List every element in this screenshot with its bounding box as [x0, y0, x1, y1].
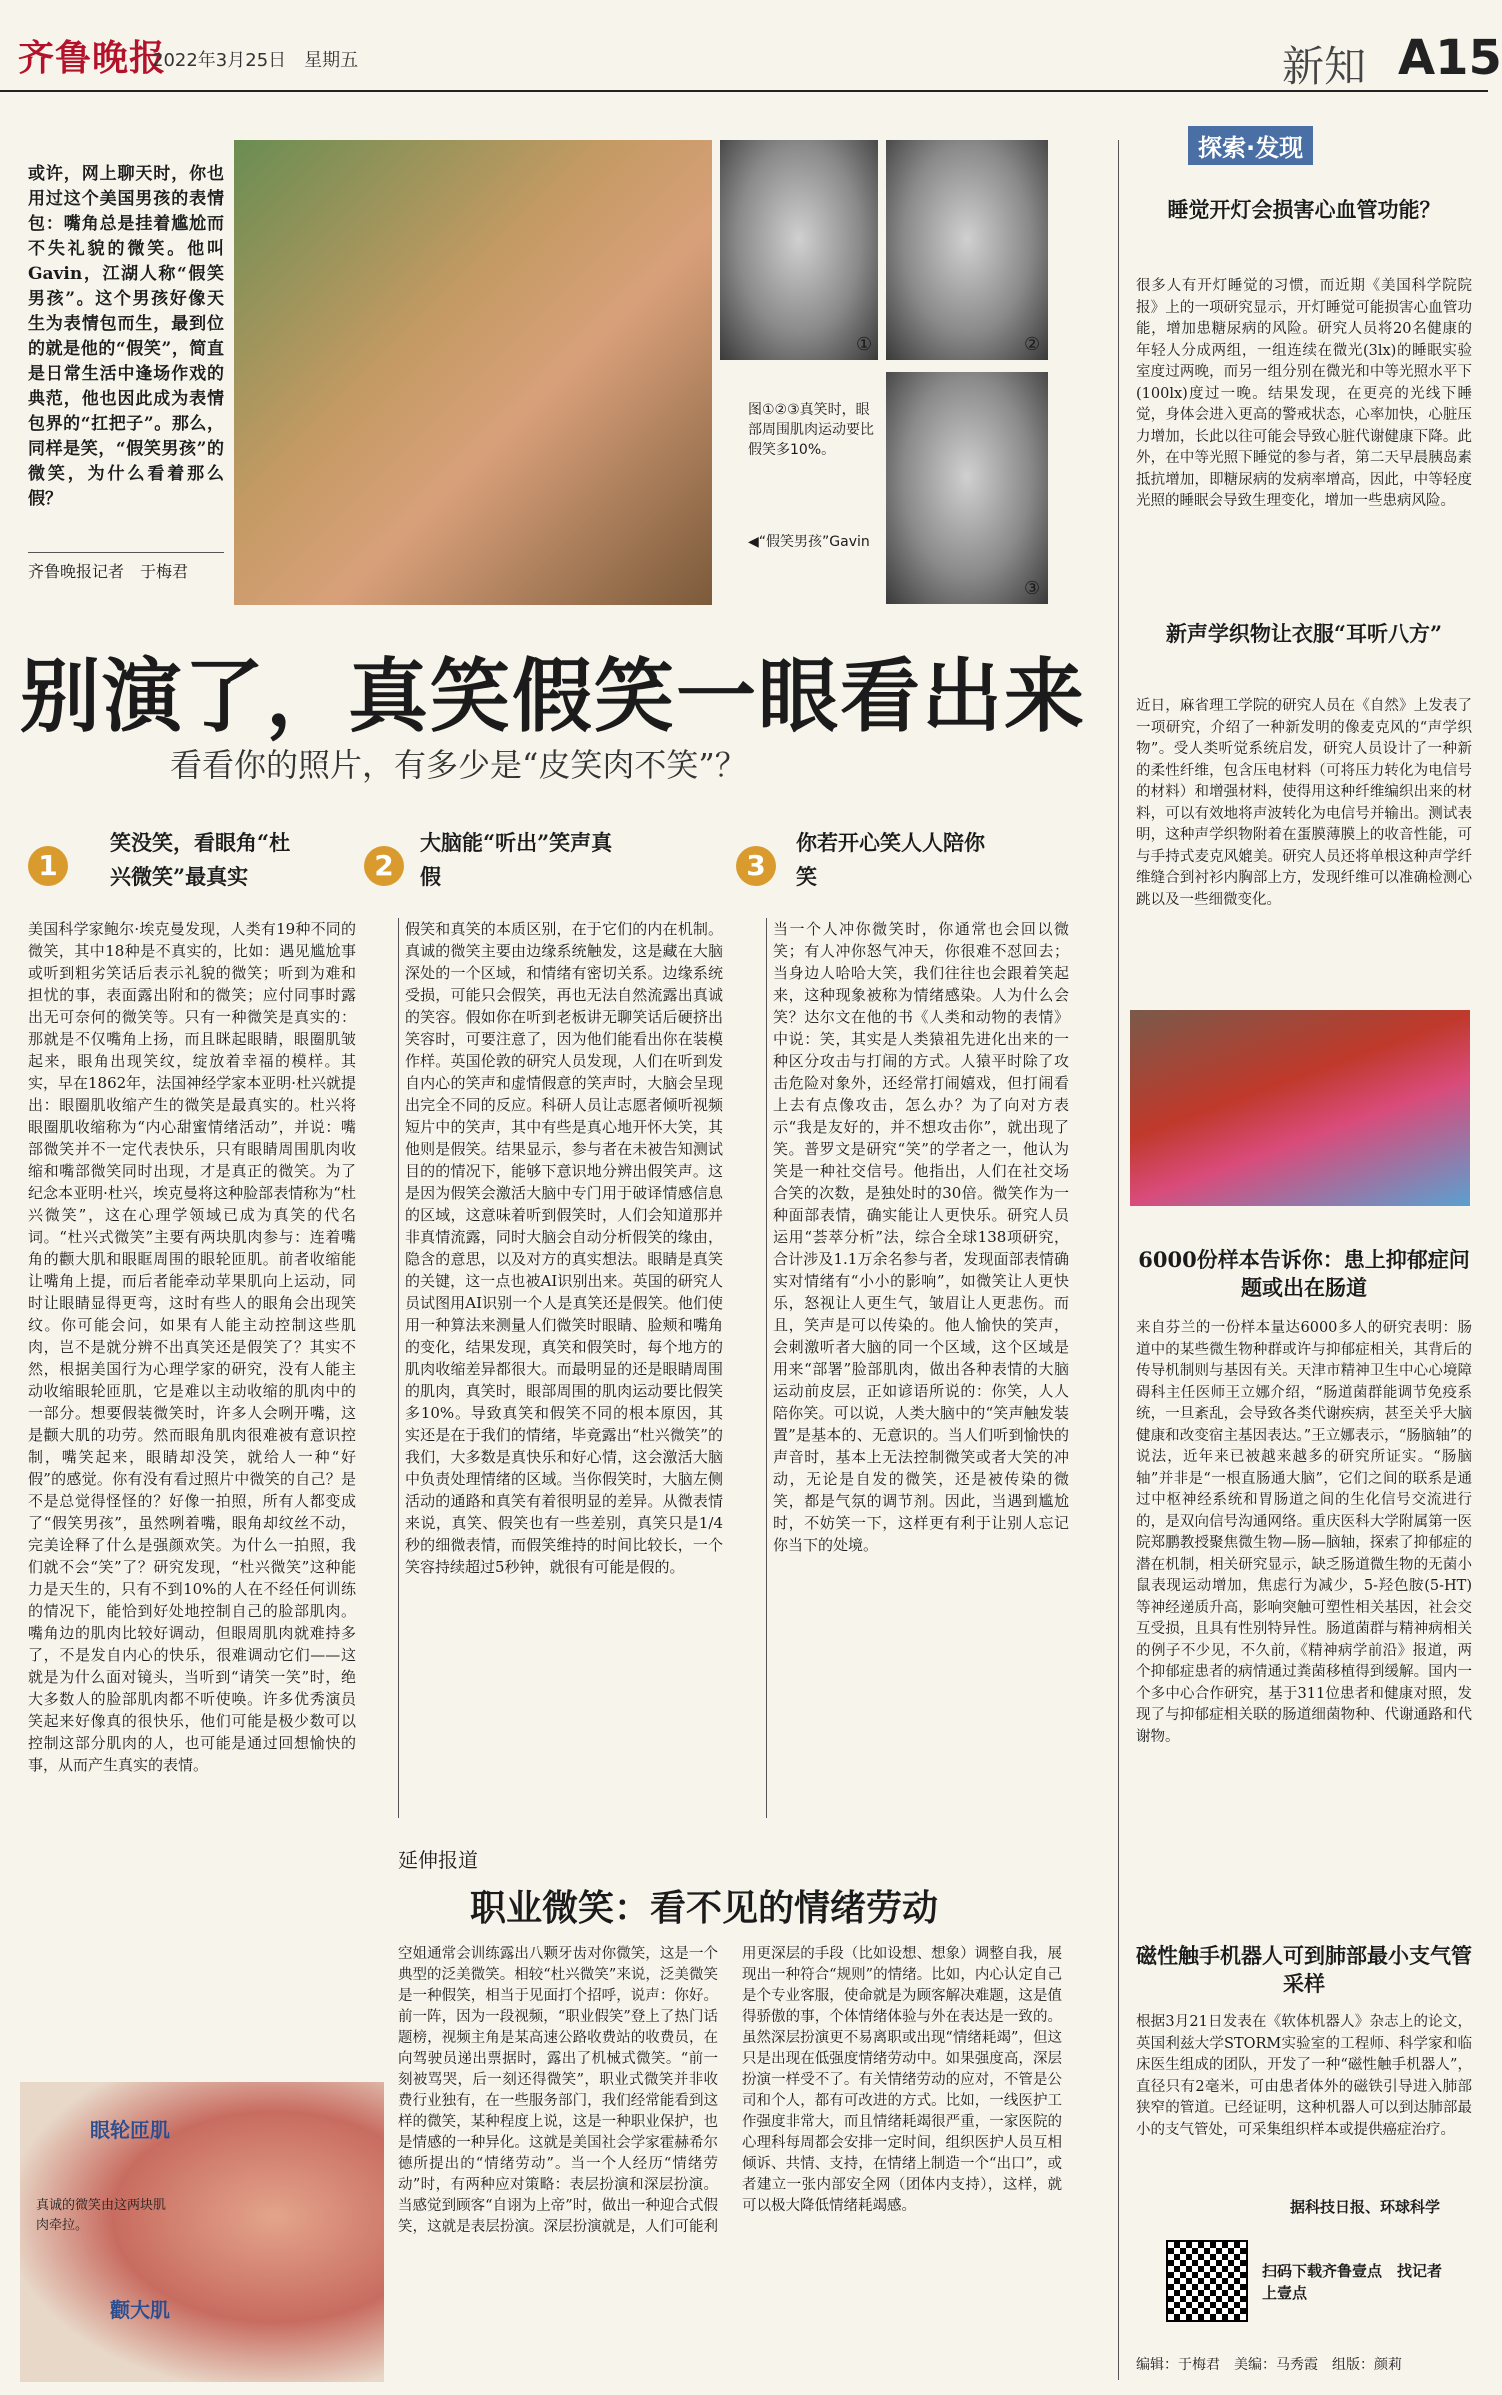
- face-photo-1: [720, 140, 878, 360]
- label-orbicularis: 眼轮匝肌: [90, 2118, 170, 2142]
- sidebar-body-3: 来自芬兰的一份样本量达6000多人的研究表明：肠道中的某些微生物种群或许与抑郁症相关，其背后的传导机制则与基因有关。天津市精神卫生中心心境障碍科主任医师王立娜介绍，“肠道菌群能调节免疫系统，一旦紊乱，会导致各类代谢疾病，甚至关乎大脑健康和改变宿主基因表达。”王立娜表示，“肠脑轴”的说法，近年来已被越来越多的研究所证实。“肠脑轴”并非是“一根直肠通大脑”，它们之间的联系是通过中枢神经系统和胃肠道之间的生化信号交流进行的，是双向信号沟通网络。重庆医科大学附属第一医院郑鹏教授聚焦微生物—肠—脑轴，探索了抑郁症的潜在机制，相关研究显示，缺乏肠道微生物的无菌小鼠表现运动增加，焦虑行为减少，5-羟色胺(5-HT)等神经递质升高，影响突触可塑性相关基因，社会交互受损，且具有性别特异性。肠道菌群与精神病相关的例子不少见，不久前，《精神病学前沿》报道，两个抑郁症患者的病情通过粪菌移植得到缓解。国内一个多中心合作研究，基于311位患者和健康对照，发现了与抑郁症相关联的肠道细菌物种、代谢通路和代谢物。: [1136, 1320, 1472, 1745]
- face-number-2: ②: [1024, 334, 1041, 355]
- diagram-caption: 真诚的微笑由这两块肌肉牵拉。: [36, 2198, 167, 2233]
- section-body-1: 美国科学家鲍尔·埃克曼发现，人类有19种不同的微笑，其中18种是不真实的，比如：遇见尴尬事或听到粗劣笑话后表示礼貌的微笑；听到为难和担忧的事，表面露出附和的微笑；应付同事时露出无可奈何的微笑等。只有一种微笑是真实的：那就是不仅嘴角上扬，而且眯起眼睛，眼圈肌皱起来，眼角出现笑纹，绽放着幸福的模样。其实，早在1862年，法国神经学家本亚明·杜兴就提出：眼圈肌收缩产生的微笑是最真实的。杜兴将眼圈肌收缩称为“内心甜蜜情绪活动”，并说：嘴部微笑并不一定代表快乐，只有眼睛周围肌肉收缩和嘴部微笑同时出现，才是真正的微笑。为了纪念本亚明·杜兴，埃克曼将这种脸部表情称为“杜兴微笑”，这在心理学领域已成为真笑的代名词。“杜兴式微笑”主要有两块肌肉参与：连着嘴角的颧大肌和眼眶周围的眼轮匝肌。前者收缩能让嘴角上提，而后者能牵动苹果肌向上运动，同时让眼睛显得更弯，这时有些人的眼角会出现笑纹。你可能会问，如果有人能主动控制这些肌肉，岂不是就分辨不出真笑还是假笑了？其实不然，根据美国行为心理学家的研究，没有人能主动收缩眼轮匝肌，它是难以主动收缩的肌肉中的一部分。想要假装微笑时，许多人会咧开嘴，这是颧大肌的功劳。然而眼角肌肉很难被有意识控制，嘴笑起来，眼睛却没笑，就给人一种“好假”的感觉。你有没有看过照片中微笑的自己？是不是总觉得怪怪的？好像一拍照，所有人都变成了“假笑男孩”，虽然咧着嘴，眼角却纹丝不动，完美诠释了什么是强颜欢笑。为什么一拍照，我们就不会“笑”了？研究发现，“杜兴微笑”这种能力是天生的，只有不到10%的人在不经任何训练的情况下，能恰到好处地控制自己的脸部肌肉。嘴角边的肌肉比较好调动，但眼周肌肉就难持多了，不是发自内心的快乐，很难调动它们——这就是为什么面对镜头，当听到“请笑一笑”时，绝大多数人的脸部肌肉都不听使唤。许多优秀演员笑起来好像真的很快乐，他们可能是极少数可以控制这部分肌肉的人，也可能是通过回想愉快的事，从而产生真实的表情。: [28, 920, 356, 1774]
- extension-tag: 延伸报道: [398, 1848, 478, 1872]
- label-zygomaticus: 颧大肌: [110, 2298, 170, 2322]
- qr-code[interactable]: [1166, 2240, 1248, 2322]
- issue-date: 2022年3月25日 星期五: [152, 50, 359, 71]
- face-photo-3: [886, 372, 1048, 604]
- section-number-3: 3: [736, 846, 776, 886]
- sidebar-title-2: 新声学织物让衣服“耳听八方”: [1165, 621, 1443, 646]
- section-name: 新知: [1282, 42, 1367, 91]
- section-body-2: 假笑和真笑的本质区别，在于它们的内在机制。真诚的微笑主要由边缘系统触发，这是藏在大脑深处的一个区域，和情绪有密切关系。边缘系统受损，可能只会假笑，再也无法自然流露出真诚的笑容。假如你在听到老板讲无聊笑话后硬挤出笑容时，可要注意了，因为他们能看出你在装模作样。英国伦敦的研究人员发现，人们在听到发自内心的笑声和虚情假意的笑声时，大脑会呈现出完全不同的反应。科研人员让志愿者倾听视频短片中的笑声，其中有些是真心地开怀大笑，其他则是假笑。结果显示，参与者在未被告知测试目的的情况下，能够下意识地分辨出假笑声。这是因为假笑会激活大脑中专门用于破译情感信息的区域，这意味着听到假笑时，人们会知道那并非真情流露，同时大脑会自动分析假笑的缘由，隐含的意思，以及对方的真实想法。眼睛是真笑的关键，这一点也被AI识别出来。英国的研究人员试图用AI识别一个人是真笑还是假笑。他们使用一种算法来测量人们微笑时眼睛、脸颊和嘴角的变化，结果发现，真笑和假笑时，每个地方的肌肉收缩差异都很大。而最明显的还是眼睛周围的肌肉，真笑时，眼部周围的肌肉运动要比假笑多10%。导致真笑和假笑不同的根本原因，其实还是在于我们的情绪，毕竟露出“杜兴微笑”的我们，大多数是真快乐和好心情，这会激活大脑中负责处理情绪的区域。当你假笑时，大脑左侧活动的通路和真笑有着很明显的差异。从微表情来说，真笑、假笑也有一些差别，真笑只是1/4秒的细微表情，而假笑维持的时间比较长，一个笑容持续超过5秒钟，就很有可能是假的。: [398, 918, 723, 1818]
- page-number: A15: [1398, 30, 1502, 86]
- sidebar-body-1: 很多人有开灯睡觉的习惯，而近期《美国科学院院报》上的一项研究显示，开灯睡觉可能损害心血管功能，增加患糖尿病的风险。研究人员将20名健康的年轻人分成两组，一组连续在微光(3lx)的睡眠实验室度过两晚，而另一组分别在微光和中等光照水平下(100lx)度过一晚。结果发现，在更亮的光线下睡觉，身体会进入更高的警戒状态，心率加快，心脏压力增加，长此以往可能会导致心脏代谢健康下降。此外，在中等光照下睡觉的参与者，第二天早晨胰岛素抵抗增加，即糖尿病的发病率增高，因此，中等轻度光照的睡眠会导致生理变化，增加一些患病风险。: [1136, 278, 1472, 509]
- section-number-2: 2: [364, 846, 404, 886]
- byline: 齐鲁晚报记者 于梅君: [28, 552, 224, 582]
- face-number-1: ①: [856, 334, 873, 355]
- sidebar-tag: 探索·发现: [1188, 126, 1313, 165]
- sidebar-source: 据科技日报、环球科学: [1290, 2198, 1441, 2216]
- extension-body: 空姐通常会训练露出八颗牙齿对你微笑，这是一个典型的泛美微笑。相较“杜兴微笑”来说，泛美微笑是一种假笑，相当于见面打个招呼，说声：你好。前一阵，因为一段视频，“职业假笑”登上了热门话题榜，视频主角是某高速公路收费站的收费员，在向驾驶员递出票据时，露出了机械式微笑。“前一刻被骂哭，后一刻还得微笑”，职业式微笑并非收费行业独有，在一些服务部门，我们经常能看到这样的微笑，某种程度上说，这是一种职业保护，也是情感的一种异化。这就是美国社会学家霍赫希尔德所提出的“情绪劳动”。当一个人经历“情绪劳动”时，有两种应对策略：表层扮演和深层扮演。当感觉到顾客“自诩为上帝”时，做出一种迎合式假笑，这就是表层扮演。深层扮演就是，人们可能利用更深层的手段（比如设想、想象）调整自我，展现出一种符合“规则”的情绪。比如，内心认定自己是个专业客服，使命就是为顾客解决难题，这是值得骄傲的事，个体情绪体验与外在表达是一致的。虽然深层扮演更不易离职或出现“情绪耗竭”，但这只是出现在低强度情绪劳动中。如果强度高，深层扮演一样受不了。有关情绪劳动的应对，不管是公司和个人，都有可改进的方式。比如，一线医护工作强度非常大，而且情绪耗竭很严重，一家医院的心理科每周都会安排一定时间，组织医护人员互相倾诉、共情、支持，在情绪上制造一个“出口”，或者建立一张内部安全网（团体内支持），这样，就可以极大降低情绪耗竭感。: [398, 1946, 1062, 2235]
- gavin-photo: [234, 140, 712, 605]
- face-number-3: ③: [1024, 578, 1041, 599]
- page-header: [0, 0, 1502, 92]
- sidebar-title-3: 6000份样本告诉你：患上抑郁症问题或出在肠道: [1138, 1247, 1470, 1300]
- acoustic-fabric-photo: [1130, 1010, 1470, 1206]
- newspaper-logo: 齐鲁晚报: [18, 37, 167, 79]
- sidebar-body-4: 根据3月21日发表在《软体机器人》杂志上的论文，英国利兹大学STORM实验室的工程师、科学家和临床医生组成的团队，开发了一种“磁性触手机器人”，直径只有2毫米，可由患者体外的磁铁引导进入肺部狭窄的管道。已经证明，这种机器人可以到达肺部最小的支气管处，可采集组织样本或提供癌症治疗。: [1136, 2014, 1472, 2138]
- photo-caption-faces: 图①②③真笑时，眼部周围肌肉运动要比假笑多10%。: [748, 402, 874, 458]
- intro-text: 或许，网上聊天时，你也用过这个美国男孩的表情包：嘴角总是挂着尴尬而不失礼貌的微笑。他叫Gavin，江湖人称“假笑男孩”。这个男孩好像天生为表情包而生，最到位的就是他的“假笑”，简直是日常生活中逢场作戏的典范，他也因此成为表情包界的“扛把子”。那么，同样是笑，“假笑男孩”的微笑，为什么看着那么假？: [28, 164, 224, 509]
- main-headline: 别演了，真笑假笑一眼看出来: [20, 649, 1086, 743]
- extension-title: 职业微笑：看不见的情绪劳动: [470, 1887, 939, 1929]
- section-number-1: 1: [28, 846, 68, 886]
- section-body-3: 当一个人冲你微笑时，你通常也会回以微笑；有人冲你怒气冲天，你很难不怼回去；当身边人哈哈大笑，我们往往也会跟着笑起来，这种现象被称为情绪感染。人为什么会笑？达尔文在他的书《人类和动物的表情》中说：笑，其实是人类猿祖先进化出来的一种区分攻击与打闹的方式。人猿平时除了攻击危险对象外，还经常打闹嬉戏，但打闹看上去有点像攻击，怎么办？为了向对方表示“我是友好的，并不想攻击你”，就出现了笑。普罗文是研究“笑”的学者之一，他认为笑是一种社交信号。他指出，人们在社交场合笑的次数，是独处时的30倍。微笑作为一种面部表情，确实能让人更快乐。研究人员运用“荟萃分析”法，综合全球138项研究，合计涉及1.1万余名参与者，发现面部表情确实对情绪有“小小的影响”，如微笑让人更快乐，怒视让人更生气，皱眉让人更悲伤。而且，笑声是可以传染的。他人愉快的笑声，会刺激听者大脑的同一个区域，这个区域是用来“部署”脸部肌肉，做出各种表情的大脑运动前皮层，正如谚语所说的：你笑，人人陪你笑。可以说，人类大脑中的“笑声触发装置”是基本的、无意识的。当人们听到愉快的声音时，基本上无法控制微笑或者大笑的冲动，无论是自发的微笑，还是被传染的微笑，都是气氛的调节剂。因此，当遇到尴尬时，不妨笑一下，这样更有利于让别人忘记你当下的处境。: [766, 918, 1069, 1818]
- section-title-1: 笑没笑，看眼角“杜兴微笑”最真实: [110, 830, 291, 889]
- sidebar-title-4: 磁性触手机器人可到肺部最小支气管采样: [1136, 1943, 1472, 1996]
- sidebar-divider: [1118, 140, 1119, 2380]
- sidebar-title-1: 睡觉开灯会损害心血管功能？: [1167, 197, 1441, 222]
- main-subheadline: 看看你的照片，有多少是“皮笑肉不笑”？: [170, 746, 747, 784]
- page-credits: 编辑：于梅君 美编：马秀霞 组版：颜莉: [1136, 2357, 1402, 2373]
- sidebar-body-2: 近日，麻省理工学院的研究人员在《自然》上发表了一项研究，介绍了一种新发明的像麦克风的“声学织物”。受人类听觉系统启发，研究人员设计了一种新的柔性纤维，包含压电材料（可将压力转化为电信号的材料）和增强材料，使得用这种纤维编织出来的材料，可以有效地将声波转化为电信号并输出。测试表明，这种声学织物附着在蛋膜薄膜上的收音性能，可与手持式麦克风媲美。研究人员还将单根这种声学纤维缝合到衬衫内胸部上方，发现纤维可以准确检测心跳以及一些细微变化。: [1136, 698, 1472, 908]
- qr-text: 扫码下载齐鲁壹点 找记者 上壹点: [1262, 2262, 1458, 2302]
- section-title-3: 你若开心笑人人陪你笑: [796, 830, 985, 889]
- section-title-2: 大脑能“听出”笑声真假: [420, 830, 613, 889]
- face-photo-2: [886, 140, 1048, 360]
- photo-caption-gavin: ◀“假笑男孩”Gavin: [748, 534, 870, 550]
